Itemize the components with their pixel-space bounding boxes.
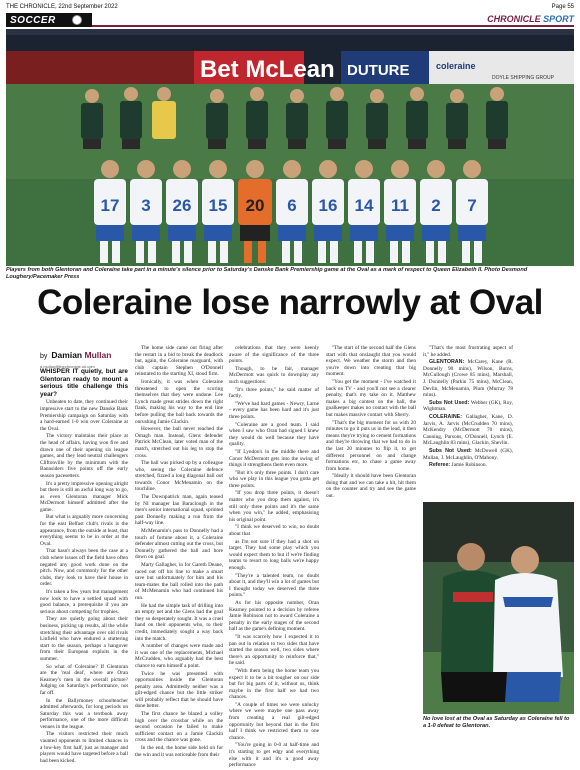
article-lead: WHISPER IT quietly, but are Glentoran ready to mount a serious title challenge this year? — [40, 368, 128, 398]
action-photo-caption: No love lost at the Oval as Saturday as Coleraine fell to a 1-0 defeat to Glentoran. — [423, 716, 570, 729]
paragraph: Twice he was presented with opportunities inside the Glentoran penalty area. Admittedly neither was a gilt-edged chance but the little striker will probably reflect that he should have done better. — [135, 670, 223, 710]
ad-board-doyle: DOYLE SHIPPING GROUP — [492, 75, 554, 81]
shirt-number: 11 — [391, 196, 409, 215]
paragraph: Unbeaten to date, they continued their impressive start to the new Danske Bank Premiership campaign on Saturday with a hard-earned 1-0 win over Coleraine at the Oval. — [40, 399, 128, 432]
article-column-2 — [135, 345, 223, 759]
team-lineup-glentoran — [423, 359, 513, 399]
advertising-boards — [6, 51, 574, 84]
paragraph: "We've had hard games - Newry, Larne - every game has been hard and it's just three points. — [229, 400, 319, 420]
section-label-box — [6, 13, 92, 27]
referee — [423, 462, 513, 469]
paragraph: The first chance he blazed a volley high over the crossbar while on the second occasion he failed to make sufficient contact on a Jamie Glackin cross and the chance was gone. — [135, 711, 223, 744]
match-action-photo — [423, 502, 574, 714]
team-label: GLENTORAN: — [429, 359, 465, 366]
paragraph: "If Lyndon's in the middle there and Conor McDermott gets into the swing of things it strengthens them even more. — [229, 448, 319, 469]
paragraph: The Downpatrick man, again teased by NI manager Ian Baraclough in the men's senior international squad, sprinted past Donnelly making a run from the half-way line. — [135, 494, 223, 527]
paragraph: But what is arguably more concerning for the east Belfast club's rivals is the appearance, from the outside at least, that everything seems to be in order at the Oval. — [40, 514, 128, 547]
paragraph: As for his opposite number, Oran Kearney pointed to a decision by referee Jamie Robinson not to award Coleraine a penalty in the early stages of the second half as the game's defining moment. — [229, 599, 319, 633]
author-first-name: Damian — [51, 350, 83, 360]
ad-board-coleraine: coleraine — [436, 61, 476, 71]
byline-author — [51, 350, 111, 360]
byline — [40, 345, 120, 369]
shirt-number: 3 — [141, 196, 151, 215]
paragraph: "A couple of times we were unlucky where we were maybe one pass away from creating a real gilt-edged opportunity but beyond that in the first half I think we restricted them to one chance. — [229, 701, 319, 741]
referee-name: Jamie Robinson. — [451, 462, 487, 469]
lineup-illustration — [6, 29, 574, 266]
team-players: McCarey, Kane (R. Donnelly 90 mins), Wilson, Burns, McCullough (Crowe 85 mins), Marshall, J. Donnelly (Parkin 75 mins), McClean, Devlin, McMenamin, Plum (Murray 78 mins). — [423, 359, 513, 399]
ad-board-duture: DUTURE — [347, 62, 410, 79]
paragraph: celebrations that they were keenly aware of the significance of the three points. — [229, 345, 319, 365]
byline-by: by — [40, 353, 48, 360]
team-lineup-coleraine — [423, 414, 513, 447]
paragraph: "That's the big moment for us with 20 minutes to go it puts us in the lead, it then means they're trying to cement formations and they're throwing that we had to do in the last 20 minutes to flip it, to get different personnel on and change formations etc, to chase a game away from home. — [326, 419, 416, 472]
folio-page-number: Page 55 — [551, 4, 574, 10]
paragraph: Though, to be fair, manager McDermott was quick to downplay any such suggestions. — [229, 365, 319, 385]
article-column-1 — [40, 368, 128, 765]
referee-label: Referee: — [429, 462, 451, 469]
paragraph: "They're a talented team, no doubt about it, and they'll win a lot of games but I thought today we deserved the three points." — [229, 572, 319, 599]
paragraph: In the Ballymoney schoolteacher admitted afterwards, for long periods on Saturday this was a textbook away performance, one of the more difficult venues in the league. — [40, 697, 128, 730]
shirt-number: 16 — [318, 196, 338, 215]
folio-publication-date: THE CHRONICLE, 22nd September 2022 — [6, 4, 118, 10]
paragraph: "That's the most frustrating aspect of it," he added. — [423, 345, 513, 358]
page-folio — [6, 2, 574, 12]
subs-glentoran — [423, 400, 513, 413]
shirt-number: 6 — [287, 196, 297, 215]
paragraph: "It was scarcely how I expected it to pan out in relation to two sides that have started the season well, two sides where there's an opportunity to reinforce that," he said. — [229, 633, 319, 667]
paragraph: A number of changes were made and it was one of the replacements, Michael McCrudden, who arguably had the best chance to earn himself a point. — [135, 643, 223, 669]
subs-players: Webber (GK), Roy, Wightman. — [423, 399, 513, 413]
shirt-number: 17 — [100, 196, 120, 215]
shirt-number: 14 — [354, 196, 374, 215]
section-brand — [487, 14, 574, 24]
paragraph: The ball was picked up by a colleague who, seeing the Coleraine defence stretched, fizzed a long diagonal ball out towards Conor McMenamin on the touchline. — [135, 460, 223, 493]
shirt-number: 15 — [208, 196, 228, 215]
paragraph: Marty Gallagher, in for Gareth Deane, raced out off his line to make a smart save but unfortunately for him and his team-mates the ball rolled into the path of McMenamin who had continued his run. — [135, 562, 223, 601]
subs-label: Subs Not Used: — [429, 447, 472, 454]
article-column-5 — [423, 345, 513, 470]
paragraph: "With them being the home team you expect it to be a bit tougher on our side but for big parts of it, without us, think maybe in the first half we had two chances. — [229, 667, 319, 701]
paragraph: "You're going in 0-0 at half-time and it's starting to get edgy and everything else with it and it's a good away performance — [229, 742, 319, 769]
paragraph: as I'm not sure if they had a shot on target. They had some play which you would expect them to but if we're finding teams to resort to long balls we're happy enough. — [229, 538, 319, 571]
paragraph: They are quietly going about their business, picking up results, all the while stretching their advantage over old rivals Linfield who have endured a stuttering start to the season, perhaps a hangover from their European exploits in the summer. — [40, 616, 128, 662]
shirt-number: 2 — [431, 196, 441, 215]
paragraph: The victory maintains their place at the head of affairs, having won five and drawn one of their opening six league games, and they lead neutral challengers Cliftonville by the minimum with the Bannsiders five points off the early season pacesetters. — [40, 433, 128, 479]
football-icon — [72, 15, 82, 25]
paragraph: Ironically, it was when Coleraine threatened to open the scoring themselves that they were undone. Lee Lynch made great strides down the right flank, making his way to the end line before pulling the ball back towards the onrushing Jamie Glackin. — [135, 378, 223, 425]
paragraph: It's a pretty impressive opening alright but there is still an awful long way to go, as even Glentoran manager Mick McDermott himself admitted after the game. — [40, 480, 128, 513]
section-label: SOCCER — [10, 15, 56, 26]
paragraph: "But it's only three points. I don't care who we play in this league you gotta get three points. — [229, 469, 319, 489]
paragraph: He had the simple task of drilling into an empty net and the Glens had the goal they so desperately sought. It was a cruel hand on their opponents who, to their credit, immediately sought a way back into the match. — [135, 602, 223, 642]
paragraph: It's taken a few years but management now look to have a settled squad with good balance, a prerequisite if you are serious about competing for trophies. — [40, 589, 128, 615]
article-headline: Coleraine lose narrowly at Oval — [37, 283, 543, 322]
author-email: d.mullan@thechronicle.uk.com — [40, 364, 95, 369]
shirt-number: 20 — [245, 196, 265, 215]
subs-coleraine — [423, 448, 513, 461]
section-brand-sport: SPORT — [543, 14, 574, 24]
author-last-name: Mullan — [84, 350, 112, 360]
paragraph: "The start of the second half the Glens start with that onslaught that you would expect. We weather the storm and then you're down into creating that big moment. — [326, 345, 416, 378]
shirt-number: 26 — [172, 196, 192, 215]
team-players: Gallagher, Kane, D. Jarvis, A. Jarvis (McCrudden 70 mins), McKendry (McDermott 70 mins), Canning, Parsons, O'Donnell, Lynch (E. McLaughlin 83 mins), Glackin, Shevlin. — [423, 413, 513, 447]
paragraph: That hasn't always been the case at a club where issues off the field have often negated any good work done on the pitch. Now, and commonly for the other clubs, they look to have their house in order. — [40, 548, 128, 588]
paragraph: "If you drop three points, it doesn't matter who you drop them against, it's still only three points and it's the same when you win," he added, emphasising his original point. — [229, 490, 319, 523]
paragraph: "You get the moment - I've watched it back on TV - and you'll not see a clearer penalty, that's my take on it. Matthew makes a big contest on the ball, the goalkeeper makes no contact with the ball but makes massive contact with Sherry. — [326, 378, 416, 418]
paragraph: So what of Coleraine? If Glentoran are the 'real deal', where are Oran Kearney's men in the overall picture? Judging on Saturday's performance, not far off. — [40, 663, 128, 696]
paragraph: "Coleraine are a good team. I said when I saw who Oran had signed I knew they would do well because they have quality. — [229, 421, 319, 448]
paragraph: "It's three points," he said matter of factly. — [229, 386, 319, 400]
paragraph: In the end, the home side held on for the win and it was noticeable from their — [135, 745, 223, 758]
paragraph: "I think we deserved to win, no doubt about that — [229, 524, 319, 538]
paragraph: The visitors restricted their much vaunted opponents to limited chances in a low-key first half, just as manager and players would have targeted before a ball had been kicked. — [40, 731, 128, 764]
paragraph: However, the ball never reached the Omagh man. Instead, Glens defender Patrick McClean, later voted man of the match, stretched out his leg to stop the cross. — [135, 426, 223, 459]
paragraph: McMenamin's pass to Donnelly had a touch of fortune about it, a Coleraine defender almost cutting out the cross, but Donnelly gathered the ball and bore down on goal. — [135, 528, 223, 561]
match-action-illustration — [423, 502, 574, 714]
paragraph: The home side came out firing after the restart in a bid to break the deadlock but, again, the Coleraine rearguard, with club captain Stephen O'Donnell reinstated to the starting XI, stood firm. — [135, 345, 223, 378]
ad-board-betmclean: Bet McLean — [200, 56, 335, 83]
paragraph: "Ideally it should have been Glentoran doing that and we can take a hit, hit them on the counter and try and see the game out. — [326, 473, 416, 500]
subs-label: Subs Not Used: — [429, 399, 470, 406]
shirt-number: 7 — [467, 196, 477, 215]
team-label: COLERAINE: — [429, 413, 462, 420]
section-brand-chronicle: CHRONICLE — [487, 14, 541, 24]
article-column-4 — [326, 345, 416, 501]
photo-caption: Players from both Glentoran and Coleraine take part in a minute's silence prior to Saturday's Danske Bank Premiership game at the Oval as a mark of respect to Queen Elizabeth II. Photo Desmond Loughery/Pacemaker Press — [6, 267, 528, 280]
team-lineup-photo — [6, 29, 574, 266]
section-header — [6, 13, 574, 27]
subs-players: McDowell (GK), Mullan, J. McLaughlin, O'Mahony. — [423, 447, 513, 461]
article-column-3 — [229, 345, 319, 770]
